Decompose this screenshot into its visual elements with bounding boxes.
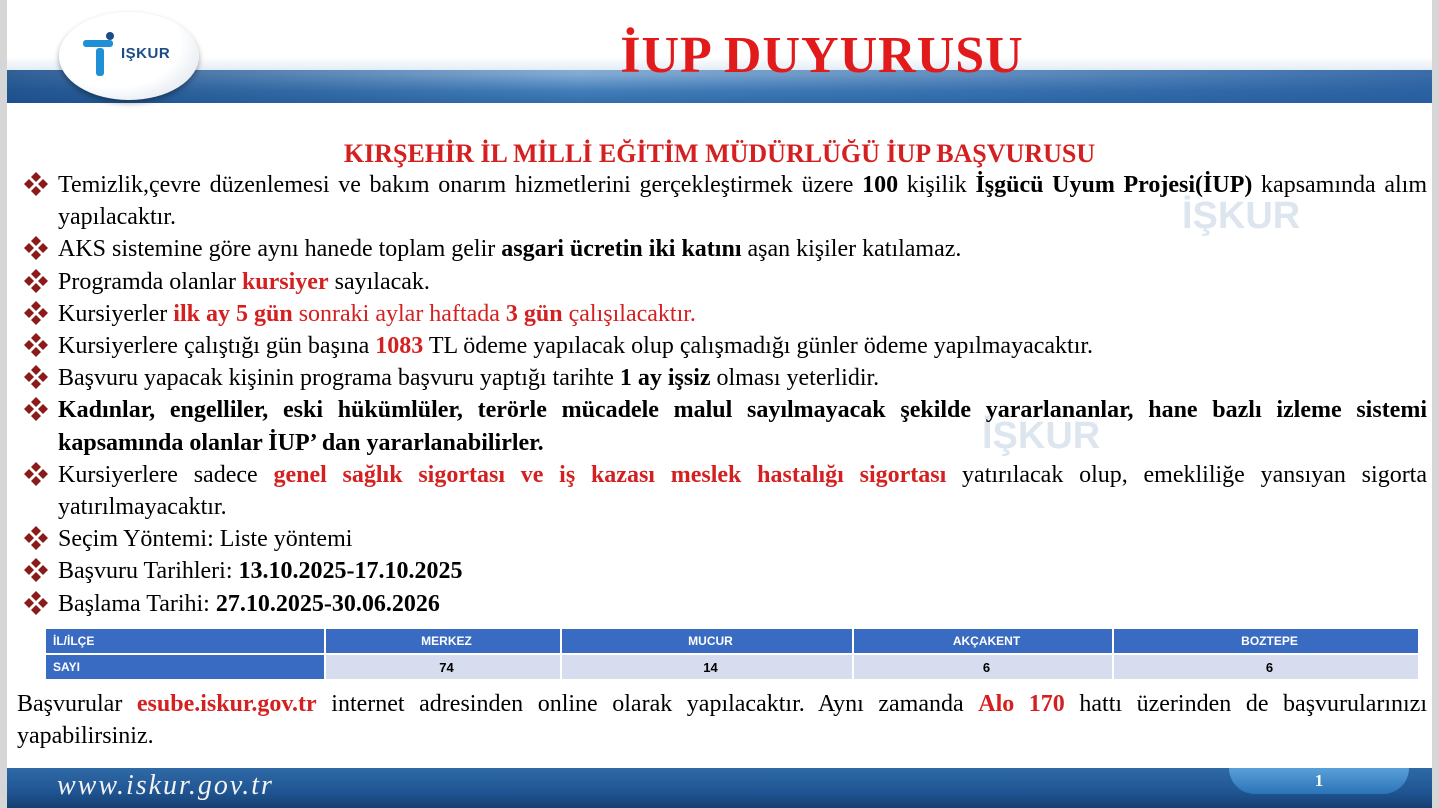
text-segment: 13.10.2025-17.10.2025: [238, 558, 463, 585]
text-segment: Kursiyerlere sadece: [58, 461, 274, 488]
bullet-list: [17, 169, 1427, 620]
text-segment: çalışılacaktır.: [562, 300, 696, 327]
list-item: [17, 555, 1427, 587]
text-segment: hattı üzerinden de başvurularınızı yapabilirsiniz.: [17, 691, 1427, 749]
table-header-cell: MERKEZ: [326, 629, 562, 655]
page-number: 1: [1314, 771, 1324, 790]
text-segment: 27.10.2025-30.06.2026: [215, 590, 440, 617]
text-segment: asgari ücretin iki katını: [501, 236, 742, 263]
text-segment: Kursiyerler: [58, 300, 174, 327]
text-segment: Programda olanlar: [58, 268, 242, 295]
slide: [7, 0, 1432, 808]
text-segment: 100: [862, 172, 899, 198]
text-segment: sayılacak.: [328, 268, 430, 295]
website-url: www.iskur.gov.tr: [57, 770, 274, 801]
watermark-logo: İŞKUR: [982, 415, 1101, 457]
text-segment: genel sağlık sigortası ve iş kazası meslek hastalığı sigortası: [273, 461, 947, 488]
text-segment: internet adresinden online olarak yapılacaktır. Aynı zamanda: [316, 691, 979, 717]
text-segment: kapsamında alım yapılacaktır.: [58, 172, 1428, 231]
diamond-cluster-icon: [23, 268, 49, 294]
slide-header: [7, 0, 1432, 103]
text-segment: 3 gün: [505, 300, 563, 327]
list-item: [17, 394, 1427, 458]
text-segment: aşan kişiler katılamaz.: [741, 236, 962, 263]
list-item: [17, 298, 1427, 330]
table-row-label: SAYI: [46, 655, 326, 681]
list-item: [17, 588, 1427, 620]
text-segment: TL ödeme yapılacak olup çalışmadığı günler ödeme yapılmayacaktır.: [423, 333, 1094, 360]
diamond-cluster-icon: [23, 171, 49, 197]
text-segment: Başvuru Tarihleri:: [58, 558, 239, 585]
diamond-cluster-icon: [23, 590, 49, 616]
iskur-logo: [59, 12, 199, 100]
text-segment: kursiyer: [241, 268, 329, 295]
diamond-cluster-icon: [23, 461, 49, 487]
text-segment: yatırılacak olup, emekliliğe yansıyan sigorta yatırılmayacaktır.: [58, 461, 1428, 521]
text-segment: Seçim Yöntemi: Liste yöntemi: [58, 526, 353, 553]
text-segment: AKS sistemine göre aynı hanede toplam gelir: [58, 236, 502, 263]
page-number-tab: [1229, 768, 1409, 794]
watermark-logo: İŞKUR: [1182, 195, 1301, 237]
announcement-subtitle: KIRŞEHİR İL MİLLİ EĞİTİM MÜDÜRLÜĞÜ İUP BAŞVURUSU: [343, 139, 1096, 168]
text-segment: Alo 170: [978, 691, 1065, 717]
table-header-row: [46, 629, 1420, 655]
diamond-cluster-icon: [23, 364, 49, 390]
table-cell: 74: [326, 655, 562, 681]
table-header-cell: İL/İLÇE: [46, 629, 326, 655]
text-segment: kişilik: [898, 172, 976, 198]
list-item: [17, 459, 1427, 523]
list-item: [17, 523, 1427, 555]
quota-table: [46, 629, 1420, 681]
diamond-cluster-icon: [23, 332, 49, 358]
page-title: İUP DUYURUSU: [620, 27, 1024, 84]
table-header-cell: BOZTEPE: [1114, 629, 1420, 655]
table-header-cell: MUCUR: [562, 629, 854, 655]
text-segment: olması yeterlidir.: [710, 365, 880, 392]
list-item: [17, 330, 1427, 362]
application-note: [17, 688, 1427, 752]
diamond-cluster-icon: [23, 396, 49, 422]
logo-text: IŞKUR: [121, 45, 171, 62]
text-segment: Başvurular: [17, 691, 137, 717]
diamond-cluster-icon: [23, 525, 49, 551]
table-cell: 14: [562, 655, 854, 681]
table-cell: 6: [1114, 655, 1420, 681]
table-header-cell: AKÇAKENT: [854, 629, 1114, 655]
iskur-logo-icon: [81, 30, 121, 82]
list-item: [17, 233, 1427, 265]
text-segment: Temizlik,çevre düzenlemesi ve bakım onarım hizmetlerini gerçekleştirmek üzere: [58, 172, 863, 198]
slide-footer: [7, 768, 1432, 808]
text-segment: Kadınlar, engelliler, eski hükümlüler, terörle mücadele malul sayılmayacak şekilde yararlananlar, hane bazlı izleme sistemi kapsamında olanlar İUP’ dan yararlanabilirler.: [58, 397, 1427, 456]
text-segment: 1 ay işsiz: [619, 365, 711, 392]
diamond-cluster-icon: [23, 300, 49, 326]
diamond-cluster-icon: [23, 557, 49, 583]
list-item: [17, 169, 1427, 233]
diamond-cluster-icon: [23, 235, 49, 261]
text-segment: sonraki aylar haftada: [292, 300, 506, 327]
text-segment: esube.iskur.gov.tr: [136, 691, 317, 717]
text-segment: ilk ay 5 gün: [173, 300, 293, 327]
list-item: [17, 266, 1427, 298]
table-row: [46, 655, 1420, 681]
text-segment: Kursiyerlere çalıştığı gün başına: [58, 333, 376, 360]
text-segment: İşgücü Uyum Projesi(İUP): [975, 172, 1253, 198]
text-segment: 1083: [375, 333, 424, 360]
text-segment: Başlama Tarihi:: [58, 590, 216, 617]
text-segment: Başvuru yapacak kişinin programa başvuru yaptığı tarihte: [58, 365, 620, 392]
list-item: [17, 362, 1427, 394]
table-cell: 6: [854, 655, 1114, 681]
